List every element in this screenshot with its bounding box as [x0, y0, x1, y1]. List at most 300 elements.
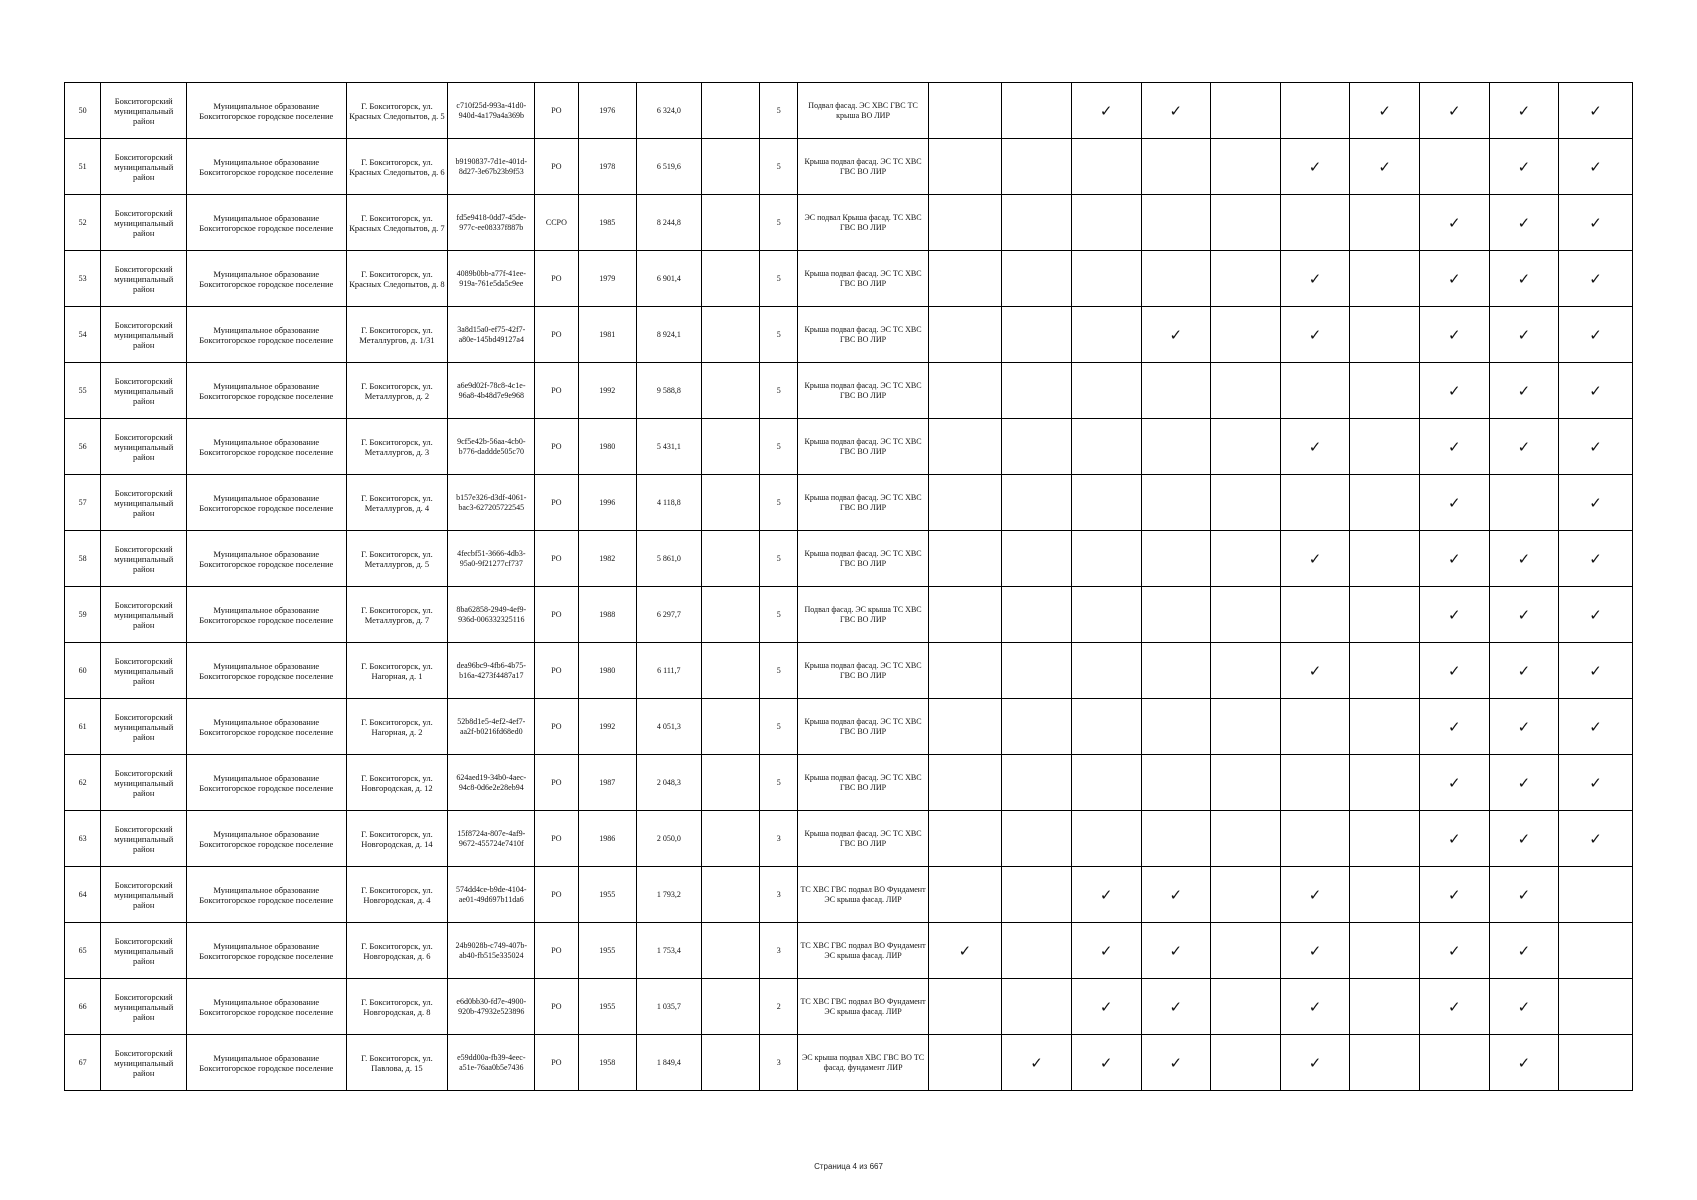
empty-check-cell	[1211, 531, 1281, 587]
empty-check-cell	[1002, 139, 1072, 195]
house-guid-cell: 574dd4ce-b9de-4104-ae01-49d697b11da6	[448, 867, 535, 923]
empty-check-cell	[1071, 531, 1141, 587]
house-guid-cell: 3a8d15a0-ef75-42f7-a80e-145bd49127a4	[448, 307, 535, 363]
row-number: 61	[65, 699, 101, 755]
empty-check-cell	[1489, 475, 1559, 531]
empty-check-cell	[1071, 699, 1141, 755]
check-mark-icon: ✓	[1559, 195, 1633, 251]
empty-check-cell	[928, 811, 1002, 867]
management-type-cell: РО	[535, 1035, 578, 1091]
empty-check-cell	[1559, 979, 1633, 1035]
works-list-cell: Крыша подвал фасад. ЭС ТС ХВС ГВС ВО ЛИР	[798, 139, 928, 195]
empty-check-cell	[928, 419, 1002, 475]
row-number: 51	[65, 139, 101, 195]
area-cell: 6 297,7	[637, 587, 702, 643]
check-mark-icon: ✓	[1350, 139, 1420, 195]
check-mark-icon: ✓	[1559, 83, 1633, 139]
empty-check-cell	[1350, 363, 1420, 419]
municipality-cell: Муниципальное образование Бокситогорское городское поселение	[187, 699, 346, 755]
build-year-cell: 1976	[578, 83, 637, 139]
municipality-cell: Муниципальное образование Бокситогорское городское поселение	[187, 979, 346, 1035]
management-type-cell: РО	[535, 979, 578, 1035]
check-mark-icon: ✓	[1141, 979, 1211, 1035]
house-guid-cell: e59dd00a-fb39-4eec-a51e-76aa0b5e7436	[448, 1035, 535, 1091]
check-mark-icon: ✓	[1002, 1035, 1072, 1091]
empty-cell	[701, 251, 760, 307]
house-guid-cell: a6e9d02f-78c8-4c1e-96a8-4b48d7e9e968	[448, 363, 535, 419]
district-cell: Бокситогорский муниципальный район	[101, 419, 187, 475]
check-mark-icon: ✓	[1489, 363, 1559, 419]
management-type-cell: РО	[535, 867, 578, 923]
municipality-cell: Муниципальное образование Бокситогорское городское поселение	[187, 531, 346, 587]
empty-cell	[701, 531, 760, 587]
empty-check-cell	[928, 139, 1002, 195]
empty-check-cell	[1350, 1035, 1420, 1091]
management-type-cell: РО	[535, 755, 578, 811]
municipality-cell: Муниципальное образование Бокситогорское городское поселение	[187, 755, 346, 811]
check-mark-icon: ✓	[1419, 531, 1489, 587]
floors-cell: 5	[760, 419, 798, 475]
check-mark-icon: ✓	[1419, 251, 1489, 307]
empty-check-cell	[1211, 83, 1281, 139]
works-list-cell: Крыша подвал фасад. ЭС ТС ХВС ГВС ВО ЛИР	[798, 755, 928, 811]
floors-cell: 5	[760, 363, 798, 419]
empty-check-cell	[1280, 83, 1350, 139]
works-list-cell: Крыша подвал фасад. ЭС ТС ХВС ГВС ВО ЛИР	[798, 363, 928, 419]
management-type-cell: РО	[535, 643, 578, 699]
table-row	[65, 363, 1633, 419]
address-cell: Г. Бокситогорск, ул. Красных Следопытов, д. 8	[346, 251, 448, 307]
municipality-cell: Муниципальное образование Бокситогорское городское поселение	[187, 587, 346, 643]
floors-cell: 3	[760, 923, 798, 979]
works-list-cell: Крыша подвал фасад. ЭС ТС ХВС ГВС ВО ЛИР	[798, 531, 928, 587]
empty-cell	[701, 307, 760, 363]
empty-check-cell	[1211, 699, 1281, 755]
row-number: 58	[65, 531, 101, 587]
area-cell: 2 048,3	[637, 755, 702, 811]
check-mark-icon: ✓	[1419, 363, 1489, 419]
row-number: 65	[65, 923, 101, 979]
table-row	[65, 923, 1633, 979]
empty-check-cell	[1141, 251, 1211, 307]
area-cell: 9 588,8	[637, 363, 702, 419]
check-mark-icon: ✓	[1280, 419, 1350, 475]
house-guid-cell: dea96bc9-4fb6-4b75-b16a-4273f4487a17	[448, 643, 535, 699]
municipality-cell: Муниципальное образование Бокситогорское городское поселение	[187, 419, 346, 475]
municipality-cell: Муниципальное образование Бокситогорское городское поселение	[187, 923, 346, 979]
row-number: 63	[65, 811, 101, 867]
works-list-cell: Подвал фасад. ЭС крыша ТС ХВС ГВС ВО ЛИР	[798, 587, 928, 643]
empty-check-cell	[928, 1035, 1002, 1091]
works-list-cell: ТС ХВС ГВС подвал ВО Фундамент ЭС крыша фасад. ЛИР	[798, 979, 928, 1035]
check-mark-icon: ✓	[1350, 83, 1420, 139]
empty-check-cell	[1002, 979, 1072, 1035]
empty-check-cell	[1002, 251, 1072, 307]
check-mark-icon: ✓	[1280, 643, 1350, 699]
empty-check-cell	[1211, 867, 1281, 923]
build-year-cell: 1980	[578, 419, 637, 475]
empty-check-cell	[1002, 643, 1072, 699]
district-cell: Бокситогорский муниципальный район	[101, 251, 187, 307]
empty-check-cell	[1211, 363, 1281, 419]
check-mark-icon: ✓	[1419, 867, 1489, 923]
empty-cell	[701, 195, 760, 251]
check-mark-icon: ✓	[1559, 755, 1633, 811]
check-mark-icon: ✓	[1071, 923, 1141, 979]
empty-cell	[701, 755, 760, 811]
address-cell: Г. Бокситогорск, ул. Новгородская, д. 4	[346, 867, 448, 923]
empty-check-cell	[928, 251, 1002, 307]
address-cell: Г. Бокситогорск, ул. Новгородская, д. 6	[346, 923, 448, 979]
empty-check-cell	[1002, 755, 1072, 811]
build-year-cell: 1988	[578, 587, 637, 643]
management-type-cell: ССРО	[535, 195, 578, 251]
empty-check-cell	[928, 979, 1002, 1035]
check-mark-icon: ✓	[1489, 531, 1559, 587]
empty-check-cell	[1002, 699, 1072, 755]
check-mark-icon: ✓	[1559, 419, 1633, 475]
empty-cell	[701, 699, 760, 755]
management-type-cell: РО	[535, 363, 578, 419]
check-mark-icon: ✓	[1071, 83, 1141, 139]
house-guid-cell: e6d0bb30-fd7e-4900-920b-47932e523896	[448, 979, 535, 1035]
table-row	[65, 755, 1633, 811]
address-cell: Г. Бокситогорск, ул. Металлургов, д. 2	[346, 363, 448, 419]
build-year-cell: 1979	[578, 251, 637, 307]
area-cell: 6 111,7	[637, 643, 702, 699]
check-mark-icon: ✓	[1419, 195, 1489, 251]
floors-cell: 5	[760, 139, 798, 195]
empty-check-cell	[1350, 195, 1420, 251]
works-list-cell: Крыша подвал фасад. ЭС ТС ХВС ГВС ВО ЛИР	[798, 475, 928, 531]
management-type-cell: РО	[535, 475, 578, 531]
build-year-cell: 1996	[578, 475, 637, 531]
empty-check-cell	[1071, 643, 1141, 699]
floors-cell: 5	[760, 251, 798, 307]
check-mark-icon: ✓	[1419, 475, 1489, 531]
district-cell: Бокситогорский муниципальный район	[101, 587, 187, 643]
row-number: 54	[65, 307, 101, 363]
check-mark-icon: ✓	[1419, 83, 1489, 139]
empty-check-cell	[1141, 419, 1211, 475]
empty-check-cell	[1211, 475, 1281, 531]
empty-check-cell	[928, 587, 1002, 643]
check-mark-icon: ✓	[1489, 643, 1559, 699]
empty-check-cell	[1280, 195, 1350, 251]
check-mark-icon: ✓	[1141, 307, 1211, 363]
works-list-cell: Крыша подвал фасад. ЭС ТС ХВС ГВС ВО ЛИР	[798, 699, 928, 755]
district-cell: Бокситогорский муниципальный район	[101, 83, 187, 139]
area-cell: 1 753,4	[637, 923, 702, 979]
check-mark-icon: ✓	[1559, 699, 1633, 755]
row-number: 64	[65, 867, 101, 923]
address-cell: Г. Бокситогорск, ул. Металлургов, д. 5	[346, 531, 448, 587]
empty-check-cell	[1211, 755, 1281, 811]
table-row	[65, 195, 1633, 251]
table-row	[65, 307, 1633, 363]
municipality-cell: Муниципальное образование Бокситогорское городское поселение	[187, 307, 346, 363]
empty-check-cell	[1002, 867, 1072, 923]
district-cell: Бокситогорский муниципальный район	[101, 363, 187, 419]
house-guid-cell: 624aed19-34b0-4aec-94c8-0d6e2e28eb94	[448, 755, 535, 811]
floors-cell: 5	[760, 83, 798, 139]
empty-check-cell	[1071, 475, 1141, 531]
empty-check-cell	[1350, 531, 1420, 587]
management-type-cell: РО	[535, 811, 578, 867]
area-cell: 1 035,7	[637, 979, 702, 1035]
district-cell: Бокситогорский муниципальный район	[101, 811, 187, 867]
house-guid-cell: 8ba62858-2949-4ef9-936d-006332325116	[448, 587, 535, 643]
empty-check-cell	[1071, 139, 1141, 195]
empty-check-cell	[1419, 139, 1489, 195]
address-cell: Г. Бокситогорск, ул. Красных Следопытов, д. 5	[346, 83, 448, 139]
empty-check-cell	[1419, 1035, 1489, 1091]
check-mark-icon: ✓	[1489, 307, 1559, 363]
empty-check-cell	[1211, 643, 1281, 699]
build-year-cell: 1992	[578, 699, 637, 755]
works-list-cell: Крыша подвал фасад. ЭС ТС ХВС ГВС ВО ЛИР	[798, 251, 928, 307]
check-mark-icon: ✓	[928, 923, 1002, 979]
municipality-cell: Муниципальное образование Бокситогорское городское поселение	[187, 363, 346, 419]
address-cell: Г. Бокситогорск, ул. Металлургов, д. 7	[346, 587, 448, 643]
check-mark-icon: ✓	[1280, 1035, 1350, 1091]
table-row	[65, 419, 1633, 475]
check-mark-icon: ✓	[1489, 139, 1559, 195]
empty-check-cell	[1211, 1035, 1281, 1091]
municipality-cell: Муниципальное образование Бокситогорское городское поселение	[187, 1035, 346, 1091]
management-type-cell: РО	[535, 251, 578, 307]
table-row	[65, 83, 1633, 139]
empty-check-cell	[1211, 587, 1281, 643]
table-row	[65, 531, 1633, 587]
area-cell: 1 793,2	[637, 867, 702, 923]
empty-check-cell	[1002, 531, 1072, 587]
empty-cell	[701, 419, 760, 475]
check-mark-icon: ✓	[1559, 587, 1633, 643]
empty-check-cell	[1071, 587, 1141, 643]
address-cell: Г. Бокситогорск, ул. Новгородская, д. 8	[346, 979, 448, 1035]
empty-check-cell	[928, 699, 1002, 755]
house-guid-cell: 52b8d1e5-4ef2-4ef7-aa2f-b0216fd68ed0	[448, 699, 535, 755]
build-year-cell: 1982	[578, 531, 637, 587]
row-number: 66	[65, 979, 101, 1035]
empty-check-cell	[1141, 699, 1211, 755]
empty-check-cell	[1350, 867, 1420, 923]
empty-check-cell	[1211, 419, 1281, 475]
district-cell: Бокситогорский муниципальный район	[101, 531, 187, 587]
check-mark-icon: ✓	[1419, 979, 1489, 1035]
floors-cell: 3	[760, 1035, 798, 1091]
build-year-cell: 1978	[578, 139, 637, 195]
empty-cell	[701, 867, 760, 923]
area-cell: 5 861,0	[637, 531, 702, 587]
check-mark-icon: ✓	[1489, 251, 1559, 307]
check-mark-icon: ✓	[1419, 923, 1489, 979]
area-cell: 6 324,0	[637, 83, 702, 139]
works-list-cell: Крыша подвал фасад. ЭС ТС ХВС ГВС ВО ЛИР	[798, 307, 928, 363]
floors-cell: 5	[760, 755, 798, 811]
check-mark-icon: ✓	[1280, 251, 1350, 307]
check-mark-icon: ✓	[1489, 923, 1559, 979]
municipality-cell: Муниципальное образование Бокситогорское городское поселение	[187, 139, 346, 195]
works-list-cell: Крыша подвал фасад. ЭС ТС ХВС ГВС ВО ЛИР	[798, 643, 928, 699]
empty-check-cell	[1141, 531, 1211, 587]
empty-check-cell	[1211, 811, 1281, 867]
district-cell: Бокситогорский муниципальный район	[101, 979, 187, 1035]
municipality-cell: Муниципальное образование Бокситогорское городское поселение	[187, 251, 346, 307]
row-number: 50	[65, 83, 101, 139]
empty-check-cell	[1211, 139, 1281, 195]
empty-cell	[701, 1035, 760, 1091]
district-cell: Бокситогорский муниципальный район	[101, 923, 187, 979]
check-mark-icon: ✓	[1489, 867, 1559, 923]
empty-check-cell	[1211, 251, 1281, 307]
check-mark-icon: ✓	[1419, 699, 1489, 755]
build-year-cell: 1958	[578, 1035, 637, 1091]
empty-check-cell	[1002, 83, 1072, 139]
area-cell: 5 431,1	[637, 419, 702, 475]
check-mark-icon: ✓	[1280, 923, 1350, 979]
empty-check-cell	[1141, 139, 1211, 195]
empty-check-cell	[1350, 755, 1420, 811]
empty-check-cell	[1002, 475, 1072, 531]
area-cell: 2 050,0	[637, 811, 702, 867]
check-mark-icon: ✓	[1419, 307, 1489, 363]
empty-check-cell	[1280, 475, 1350, 531]
empty-check-cell	[1280, 363, 1350, 419]
empty-check-cell	[928, 867, 1002, 923]
management-type-cell: РО	[535, 923, 578, 979]
check-mark-icon: ✓	[1419, 755, 1489, 811]
empty-check-cell	[1350, 923, 1420, 979]
check-mark-icon: ✓	[1489, 755, 1559, 811]
check-mark-icon: ✓	[1489, 699, 1559, 755]
management-type-cell: РО	[535, 307, 578, 363]
check-mark-icon: ✓	[1280, 867, 1350, 923]
empty-check-cell	[1071, 755, 1141, 811]
table-row	[65, 867, 1633, 923]
empty-check-cell	[1071, 363, 1141, 419]
empty-check-cell	[1141, 475, 1211, 531]
empty-check-cell	[1211, 923, 1281, 979]
empty-check-cell	[928, 307, 1002, 363]
area-cell: 1 849,4	[637, 1035, 702, 1091]
municipality-cell: Муниципальное образование Бокситогорское городское поселение	[187, 811, 346, 867]
row-number: 55	[65, 363, 101, 419]
floors-cell: 5	[760, 699, 798, 755]
row-number: 56	[65, 419, 101, 475]
district-cell: Бокситогорский муниципальный район	[101, 755, 187, 811]
empty-check-cell	[1002, 195, 1072, 251]
empty-check-cell	[1002, 587, 1072, 643]
empty-check-cell	[1141, 587, 1211, 643]
address-cell: Г. Бокситогорск, ул. Новгородская, д. 14	[346, 811, 448, 867]
row-number: 62	[65, 755, 101, 811]
table-row	[65, 699, 1633, 755]
area-cell: 8 244,8	[637, 195, 702, 251]
district-cell: Бокситогорский муниципальный район	[101, 139, 187, 195]
district-cell: Бокситогорский муниципальный район	[101, 195, 187, 251]
table-row	[65, 979, 1633, 1035]
check-mark-icon: ✓	[1071, 979, 1141, 1035]
empty-cell	[701, 923, 760, 979]
works-list-cell: Крыша подвал фасад. ЭС ТС ХВС ГВС ВО ЛИР	[798, 811, 928, 867]
table-body	[65, 83, 1633, 1091]
address-cell: Г. Бокситогорск, ул. Металлургов, д. 1/31	[346, 307, 448, 363]
empty-check-cell	[1002, 419, 1072, 475]
check-mark-icon: ✓	[1559, 251, 1633, 307]
empty-check-cell	[1350, 979, 1420, 1035]
check-mark-icon: ✓	[1559, 363, 1633, 419]
empty-check-cell	[1211, 307, 1281, 363]
district-cell: Бокситогорский муниципальный район	[101, 643, 187, 699]
municipality-cell: Муниципальное образование Бокситогорское городское поселение	[187, 867, 346, 923]
empty-check-cell	[1141, 363, 1211, 419]
floors-cell: 5	[760, 307, 798, 363]
empty-check-cell	[1002, 307, 1072, 363]
check-mark-icon: ✓	[1419, 587, 1489, 643]
management-type-cell: РО	[535, 139, 578, 195]
check-mark-icon: ✓	[1489, 419, 1559, 475]
row-number: 60	[65, 643, 101, 699]
area-cell: 6 901,4	[637, 251, 702, 307]
empty-check-cell	[1280, 811, 1350, 867]
empty-check-cell	[1280, 755, 1350, 811]
municipality-cell: Муниципальное образование Бокситогорское городское поселение	[187, 643, 346, 699]
works-list-cell: Подвал фасад. ЭС ХВС ГВС ТС крыша ВО ЛИР	[798, 83, 928, 139]
empty-check-cell	[1559, 1035, 1633, 1091]
check-mark-icon: ✓	[1071, 867, 1141, 923]
empty-check-cell	[1141, 811, 1211, 867]
empty-check-cell	[1350, 419, 1420, 475]
empty-check-cell	[928, 83, 1002, 139]
check-mark-icon: ✓	[1559, 643, 1633, 699]
empty-cell	[701, 363, 760, 419]
empty-check-cell	[1280, 587, 1350, 643]
floors-cell: 3	[760, 811, 798, 867]
house-guid-cell: c710f25d-993a-41d0-940d-4a179a4a369b	[448, 83, 535, 139]
build-year-cell: 1955	[578, 923, 637, 979]
empty-check-cell	[1350, 251, 1420, 307]
works-list-cell: ЭС подвал Крыша фасад. ТС ХВС ГВС ВО ЛИР	[798, 195, 928, 251]
area-cell: 8 924,1	[637, 307, 702, 363]
build-year-cell: 1955	[578, 867, 637, 923]
empty-check-cell	[928, 475, 1002, 531]
area-cell: 6 519,6	[637, 139, 702, 195]
district-cell: Бокситогорский муниципальный район	[101, 307, 187, 363]
row-number: 52	[65, 195, 101, 251]
area-cell: 4 051,3	[637, 699, 702, 755]
works-list-cell: ЭС крыша подвал ХВС ГВС ВО ТС фасад. фундамент ЛИР	[798, 1035, 928, 1091]
works-list-cell: Крыша подвал фасад. ЭС ТС ХВС ГВС ВО ЛИР	[798, 419, 928, 475]
table-row	[65, 587, 1633, 643]
check-mark-icon: ✓	[1141, 923, 1211, 979]
municipality-cell: Муниципальное образование Бокситогорское городское поселение	[187, 83, 346, 139]
build-year-cell: 1955	[578, 979, 637, 1035]
empty-check-cell	[1002, 923, 1072, 979]
empty-check-cell	[1350, 307, 1420, 363]
municipality-cell: Муниципальное образование Бокситогорское городское поселение	[187, 475, 346, 531]
municipality-cell: Муниципальное образование Бокситогорское городское поселение	[187, 195, 346, 251]
management-type-cell: РО	[535, 419, 578, 475]
address-cell: Г. Бокситогорск, ул. Нагорная, д. 2	[346, 699, 448, 755]
management-type-cell: РО	[535, 531, 578, 587]
house-guid-cell: 4fecbf51-3666-4db3-95a0-9f21277cf737	[448, 531, 535, 587]
address-cell: Г. Бокситогорск, ул. Красных Следопытов, д. 7	[346, 195, 448, 251]
check-mark-icon: ✓	[1489, 811, 1559, 867]
house-guid-cell: 9cf5e42b-56aa-4cb0-b776-daddde505c70	[448, 419, 535, 475]
address-cell: Г. Бокситогорск, ул. Металлургов, д. 4	[346, 475, 448, 531]
